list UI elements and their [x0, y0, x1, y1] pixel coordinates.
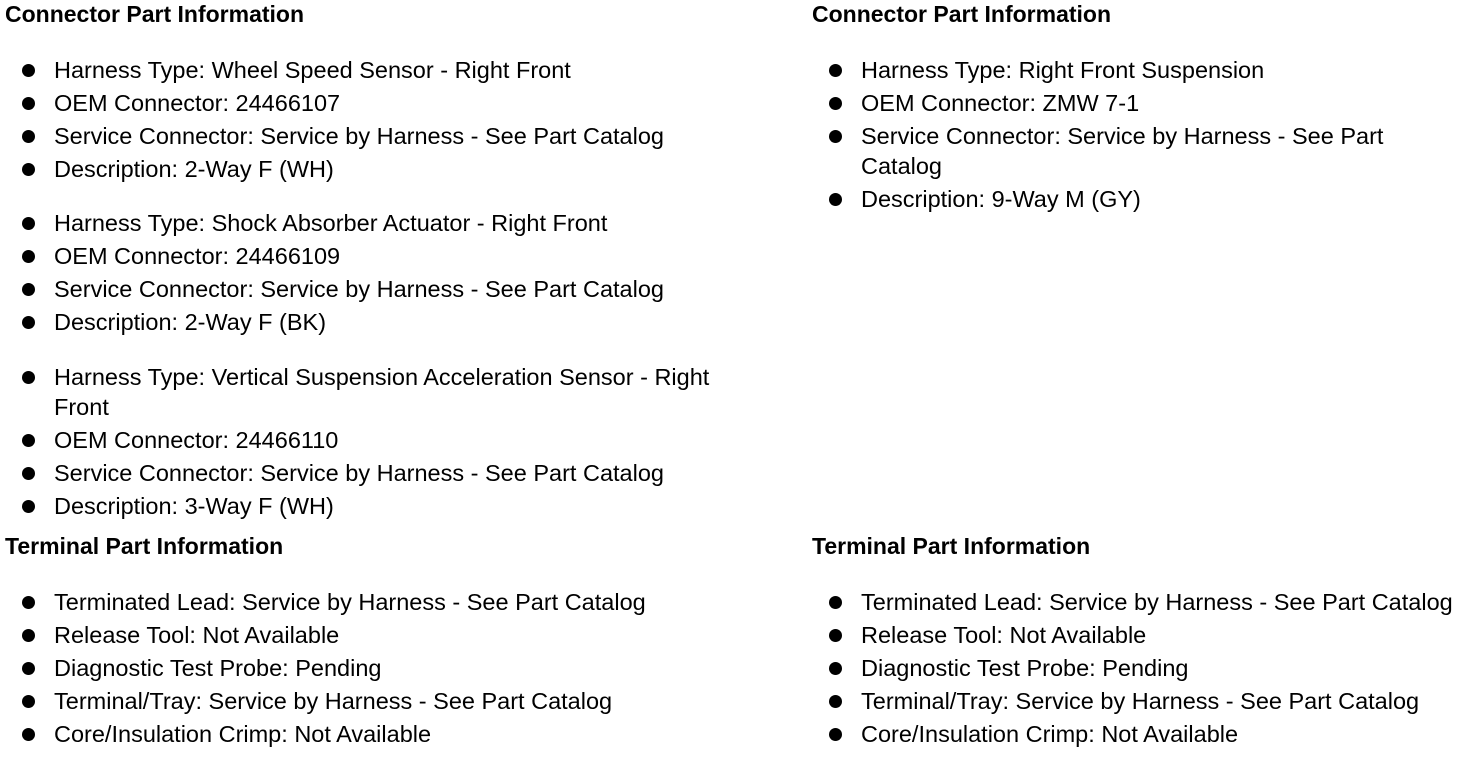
bullet-icon: [829, 596, 842, 609]
list-item: [22, 653, 767, 683]
bullet-icon: [22, 217, 35, 230]
harness-type: Harness Type: Shock Absorber Actuator - Right Front: [54, 210, 608, 236]
left-terminal-list: [22, 587, 767, 752]
bullet-icon: [22, 695, 35, 708]
bullet-icon: [829, 130, 842, 143]
bullet-icon: [22, 596, 35, 609]
bullet-icon: [22, 728, 35, 741]
release-tool: Release Tool: Not Available: [54, 622, 340, 648]
oem-connector: OEM Connector: 24466109: [54, 243, 341, 269]
bullet-icon: [22, 371, 35, 384]
list-item: [829, 121, 1459, 181]
harness-type: Harness Type: Wheel Speed Sensor - Right Front: [54, 57, 571, 83]
service-connector: Service Connector: Service by Harness - See Part Catalog: [861, 123, 1384, 179]
list-item: [22, 121, 767, 151]
list-item: [22, 362, 767, 422]
description: Description: 2-Way F (BK): [54, 309, 327, 335]
bullet-icon: [829, 695, 842, 708]
list-item: [22, 587, 767, 617]
oem-connector: OEM Connector: 24466110: [54, 427, 339, 453]
service-connector: Service Connector: Service by Harness - See Part Catalog: [54, 123, 664, 149]
service-connector: Service Connector: Service by Harness - See Part Catalog: [54, 460, 664, 486]
release-tool: Release Tool: Not Available: [861, 622, 1147, 648]
right-terminal-list: [829, 587, 1459, 752]
bullet-icon: [22, 250, 35, 263]
right-connector-heading: Connector Part Information: [812, 1, 1112, 27]
terminated-lead: Terminated Lead: Service by Harness - See Part Catalog: [861, 589, 1453, 615]
bullet-icon: [22, 97, 35, 110]
bullet-icon: [22, 163, 35, 176]
list-item: [829, 184, 1459, 214]
right-connector-list: [829, 55, 1459, 217]
list-item: [829, 719, 1459, 749]
list-item: [829, 653, 1459, 683]
list-item: [829, 686, 1459, 716]
left-connector-group-3: [22, 362, 767, 524]
terminated-lead: Terminated Lead: Service by Harness - See Part Catalog: [54, 589, 646, 615]
bullet-icon: [22, 316, 35, 329]
bullet-icon: [829, 193, 842, 206]
harness-type: Harness Type: Vertical Suspension Acceleration Sensor - Right Front: [54, 364, 710, 420]
description: Description: 9-Way M (GY): [861, 186, 1141, 212]
bullet-icon: [22, 662, 35, 675]
description: Description: 2-Way F (WH): [54, 156, 334, 182]
list-item: [829, 88, 1459, 118]
bullet-icon: [829, 629, 842, 642]
right-terminal-heading: Terminal Part Information: [812, 533, 1091, 559]
bullet-icon: [22, 130, 35, 143]
left-connector-group-2: [22, 208, 767, 340]
service-connector: Service Connector: Service by Harness - See Part Catalog: [54, 276, 664, 302]
list-item: [22, 88, 767, 118]
list-item: [22, 208, 767, 238]
bullet-icon: [829, 728, 842, 741]
bullet-icon: [22, 467, 35, 480]
harness-type: Harness Type: Right Front Suspension: [861, 57, 1265, 83]
list-item: [22, 686, 767, 716]
bullet-icon: [22, 629, 35, 642]
list-item: [22, 491, 767, 521]
bullet-icon: [829, 97, 842, 110]
left-terminal-heading: Terminal Part Information: [5, 533, 284, 559]
diagnostic-test-probe: Diagnostic Test Probe: Pending: [861, 655, 1189, 681]
oem-connector: OEM Connector: ZMW 7-1: [861, 90, 1140, 116]
bullet-icon: [829, 662, 842, 675]
core-insulation-crimp: Core/Insulation Crimp: Not Available: [54, 721, 432, 747]
description: Description: 3-Way F (WH): [54, 493, 334, 519]
bullet-icon: [829, 64, 842, 77]
list-item: [829, 55, 1459, 85]
bullet-icon: [22, 283, 35, 296]
oem-connector: OEM Connector: 24466107: [54, 90, 341, 116]
bullet-icon: [22, 500, 35, 513]
terminal-tray: Terminal/Tray: Service by Harness - See Part Catalog: [54, 688, 613, 714]
list-item: [22, 274, 767, 304]
list-item: [22, 620, 767, 650]
diagnostic-test-probe: Diagnostic Test Probe: Pending: [54, 655, 382, 681]
bullet-icon: [22, 434, 35, 447]
list-item: [22, 154, 767, 184]
left-connector-group-1: [22, 55, 767, 187]
core-insulation-crimp: Core/Insulation Crimp: Not Available: [861, 721, 1239, 747]
list-item: [22, 425, 767, 455]
list-item: [829, 620, 1459, 650]
list-item: [22, 55, 767, 85]
list-item: [22, 458, 767, 488]
list-item: [22, 307, 767, 337]
list-item: [829, 587, 1459, 617]
list-item: [22, 241, 767, 271]
bullet-icon: [22, 64, 35, 77]
left-connector-heading: Connector Part Information: [5, 1, 305, 27]
terminal-tray: Terminal/Tray: Service by Harness - See Part Catalog: [861, 688, 1420, 714]
list-item: [22, 719, 767, 749]
